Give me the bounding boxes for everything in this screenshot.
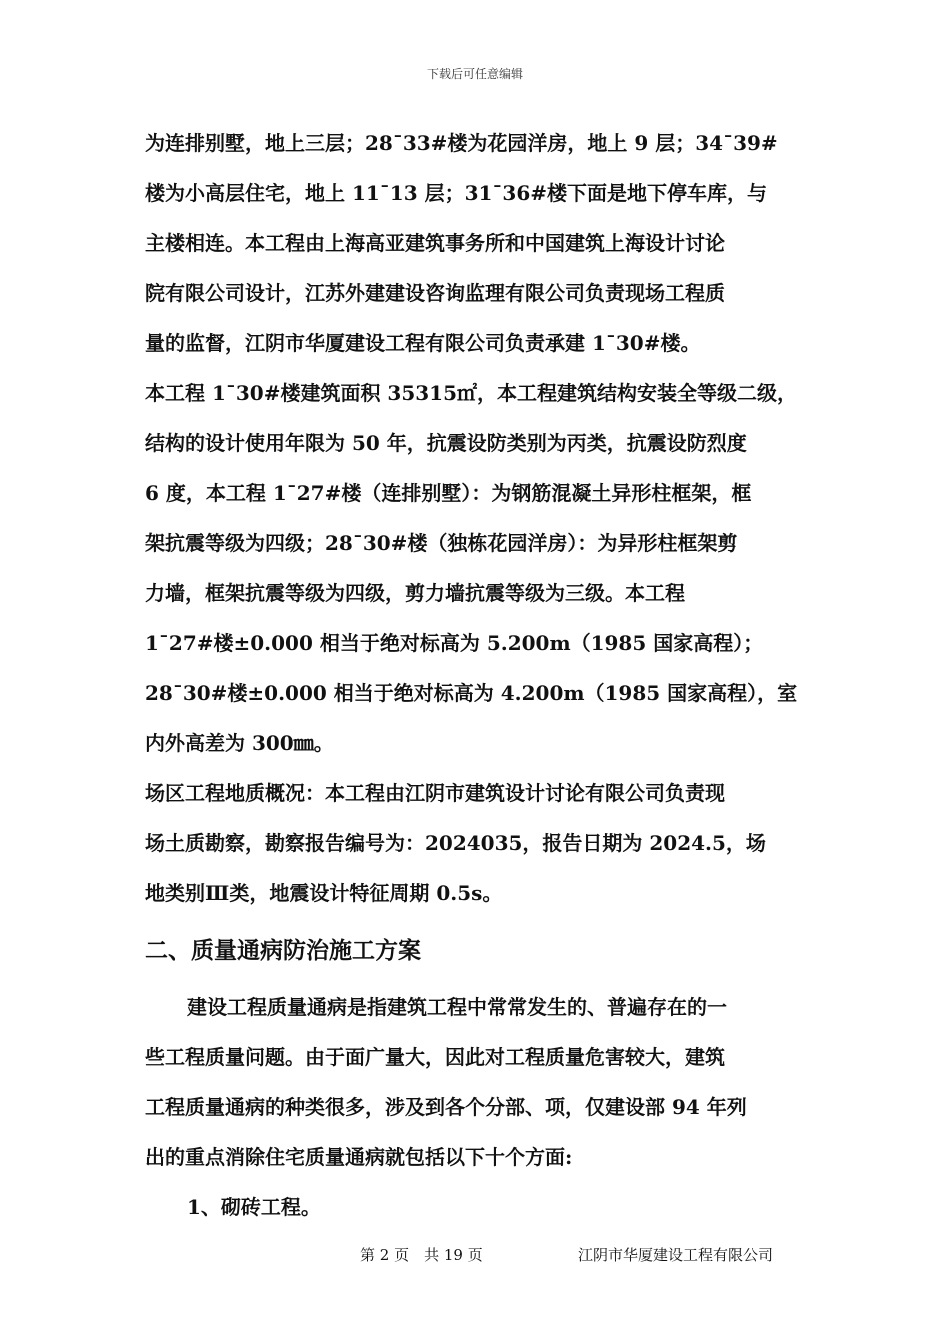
section-line: 建设工程质量通病是指建筑工程中常常发生的、普遍存在的一 [187, 995, 727, 1019]
body-line: 楼为小高层住宅，地上 11¯13 层；31¯36#楼下面是地下停车库，与 [145, 181, 768, 205]
body-line: 28¯30#楼±0.000 相当于绝对标高为 4.200m（1985 国家高程），室 [145, 681, 798, 705]
body-line: 6 度，本工程 1¯27#楼（连排别墅）：为钢筋混凝土异形柱框架，框 [145, 481, 752, 505]
body-line: 力墙，框架抗震等级为四级，剪力墙抗震等级为三级。本工程 [145, 581, 685, 605]
page-header-note: 下载后可任意编辑 [426, 67, 523, 81]
body-line: 结构的设计使用年限为 50 年，抗震设防类别为丙类，抗震设防烈度 [145, 431, 747, 455]
document-body [145, 118, 825, 1232]
body-line: 场土质勘察，勘察报告编号为：2024035，报告日期为 2024.5，场 [145, 831, 766, 855]
section-line: 些工程质量问题。由于面广量大，因此对工程质量危害较大，建筑 [145, 1045, 725, 1069]
body-line: 量的监督，江阴市华厦建设工程有限公司负责承建 1¯30#楼。 [145, 331, 701, 355]
footer-company: 江阴市华厦建设工程有限公司 [578, 1246, 774, 1264]
body-line: 地类别Ⅲ类，地震设计特征周期 0.5s。 [145, 881, 503, 905]
section-line: 出的重点消除住宅质量通病就包括以下十个方面: [145, 1145, 573, 1169]
section-heading: 二、质量通病防治施工方案 [145, 937, 421, 964]
body-line: 主楼相连。本工程由上海高亚建筑事务所和中国建筑上海设计讨论 [145, 231, 725, 255]
body-line: 院有限公司设计，江苏外建建设咨询监理有限公司负责现场工程质 [145, 281, 725, 305]
body-line: 1¯27#楼±0.000 相当于绝对标高为 5.200m（1985 国家高程）； [145, 631, 764, 655]
section-line: 工程质量通病的种类很多，涉及到各个分部、项，仅建设部 94 年列 [145, 1095, 747, 1119]
body-line: 内外高差为 300㎜。 [145, 731, 334, 755]
page-number: 第 2 页 共 19 页 [360, 1246, 483, 1264]
body-line: 场区工程地质概况：本工程由江阴市建筑设计讨论有限公司负责现 [145, 781, 725, 805]
body-line: 本工程 1¯30#楼建筑面积 35315㎡，本工程建筑结构安装全等级二级， [145, 381, 798, 405]
body-line: 为连排别墅，地上三层；28¯33#楼为花园洋房，地上 9 层；34¯39# [145, 131, 778, 155]
list-item: 1、砌砖工程。 [187, 1195, 321, 1219]
body-line: 架抗震等级为四级；28¯30#楼（独栋花园洋房）：为异形柱框架剪 [145, 531, 738, 555]
